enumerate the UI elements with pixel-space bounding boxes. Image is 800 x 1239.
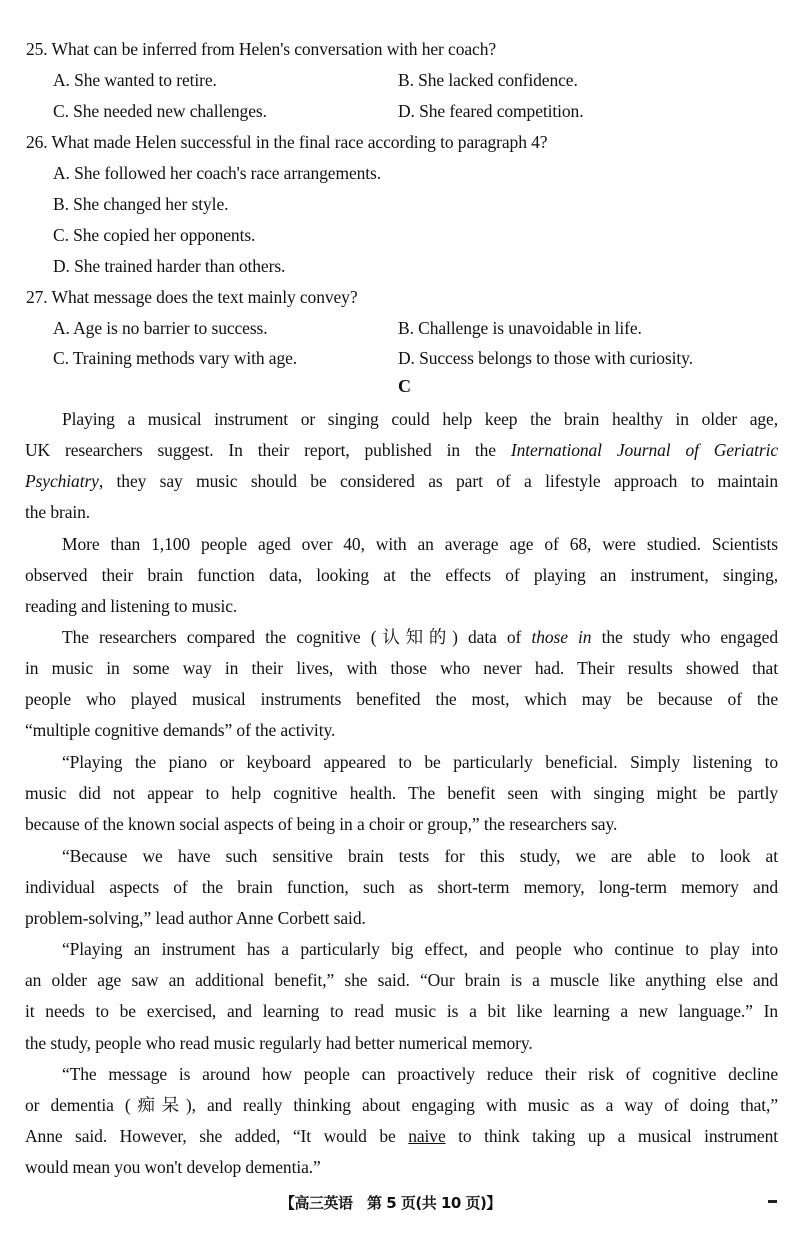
text-line: “multiple cognitive demands” of the activity. [25, 720, 336, 740]
text-line: people who played musical instruments benefited the most, which may be because of the [25, 689, 778, 709]
option-25c [53, 100, 267, 122]
text-line: “The message is around how people can proactively reduce their risk of cognitive decline [62, 1064, 778, 1084]
text-line [62, 626, 778, 648]
text-run: The researchers compared the cognitive (认知的) data of [62, 627, 522, 647]
text-line: the study, people who read music regularly had better numerical memory. [25, 1033, 533, 1053]
option-letter: A. [53, 163, 70, 183]
option-27b [398, 317, 642, 339]
text-line: individual aspects of the brain function, such as short-term memory, long-term memory and [25, 877, 778, 897]
question-26 [26, 131, 547, 153]
option-text: She changed her style. [73, 194, 229, 214]
option-text: She wanted to retire. [74, 70, 217, 90]
option-text: She copied her opponents. [73, 225, 256, 245]
text-run: the study who engaged [601, 627, 778, 647]
option-letter: B. [398, 318, 414, 338]
question-27 [26, 286, 357, 308]
option-text: She trained harder than others. [74, 256, 286, 276]
text-line: the brain. [25, 502, 91, 522]
option-26a [53, 162, 381, 184]
text-line: reading and listening to music. [25, 596, 238, 616]
page-footer: 【高三英语 第 5 页(共 10 页)】 [280, 1194, 501, 1212]
option-letter: A. [53, 318, 70, 338]
option-letter: A. [53, 70, 70, 90]
question-number: 27. [26, 287, 48, 307]
text-line [25, 1125, 778, 1147]
text-run: , they say music should be considered as part of a lifestyle approach to maintain [98, 471, 778, 491]
text-line: “Because we have such sensitive brain tests for this study, we are able to look at [62, 846, 778, 866]
text-line: Playing a musical instrument or singing could help keep the brain healthy in older age, [62, 409, 778, 429]
text-line: “Playing an instrument has a particularly big effect, and people who continue to play into [62, 939, 778, 959]
option-letter: D. [398, 348, 415, 368]
question-number: 26. [26, 132, 48, 152]
italic-phrase: those in [531, 627, 592, 647]
text-line: More than 1,100 people aged over 40, with an average age of 68, were studied. Scientists [62, 534, 778, 554]
option-25a [53, 69, 217, 91]
text-line [25, 470, 778, 492]
option-26b [53, 193, 228, 215]
option-27d [398, 347, 693, 369]
text-run: UK researchers suggest. In their report, published in the [25, 440, 496, 460]
option-letter: C. [53, 101, 69, 121]
text-run: to think taking up a musical instrument [458, 1126, 778, 1146]
text-line: would mean you won't develop dementia.” [25, 1157, 321, 1177]
option-text: Age is no barrier to success. [73, 318, 268, 338]
option-text: Success belongs to those with curiosity. [419, 348, 693, 368]
text-line: or dementia (痴呆), and really thinking about engaging with music as a way of doing that,” [25, 1095, 778, 1115]
option-letter: C. [53, 348, 69, 368]
text-run: Anne said. However, she added, “It would be [25, 1126, 396, 1146]
option-27c [53, 347, 297, 369]
option-text: Challenge is unavoidable in life. [418, 318, 642, 338]
option-letter: C. [53, 225, 69, 245]
question-25 [26, 38, 496, 60]
option-text: She followed her coach's race arrangements. [74, 163, 382, 183]
text-line: in music in some way in their lives, with those who never had. Their results showed that [25, 658, 778, 678]
question-number: 25. [26, 39, 48, 59]
option-letter: B. [398, 70, 414, 90]
option-text: She needed new challenges. [73, 101, 267, 121]
option-25d [398, 100, 584, 122]
journal-title-italic: International Journal of Geriatric [510, 440, 778, 460]
question-text: What made Helen successful in the final race according to paragraph 4? [51, 132, 548, 152]
option-letter: D. [53, 256, 70, 276]
question-text: What message does the text mainly convey? [51, 287, 358, 307]
text-line: observed their brain function data, looking at the effects of playing an instrument, singing, [25, 565, 778, 585]
option-text: Training methods vary with age. [72, 348, 298, 368]
option-letter: D. [398, 101, 415, 121]
option-27a [53, 317, 268, 339]
text-line: it needs to be exercised, and learning to read music is a bit like learning a new language.” In [25, 1001, 778, 1021]
text-line: problem-solving,” lead author Anne Corbett said. [25, 908, 366, 928]
option-25b [398, 69, 578, 91]
text-line: because of the known social aspects of being in a choir or group,” the researchers say. [25, 814, 618, 834]
footer-mark [768, 1200, 777, 1203]
option-26c [53, 224, 255, 246]
option-26d [53, 255, 285, 277]
text-line: an older age saw an additional benefit,” she said. “Our brain is a muscle like anything else and [25, 970, 778, 990]
text-line [25, 439, 778, 461]
section-label: C [398, 376, 411, 396]
text-line: “Playing the piano or keyboard appeared to be particularly beneficial. Simply listening to [62, 752, 778, 772]
journal-title-italic: Psychiatry [25, 471, 99, 491]
option-text: She feared competition. [419, 101, 584, 121]
question-text: What can be inferred from Helen's conversation with her coach? [51, 39, 497, 59]
option-letter: B. [53, 194, 69, 214]
option-text: She lacked confidence. [418, 70, 578, 90]
text-line: music did not appear to help cognitive health. The benefit seen with singing might be partly [25, 783, 778, 803]
underlined-word: naive [408, 1126, 446, 1146]
